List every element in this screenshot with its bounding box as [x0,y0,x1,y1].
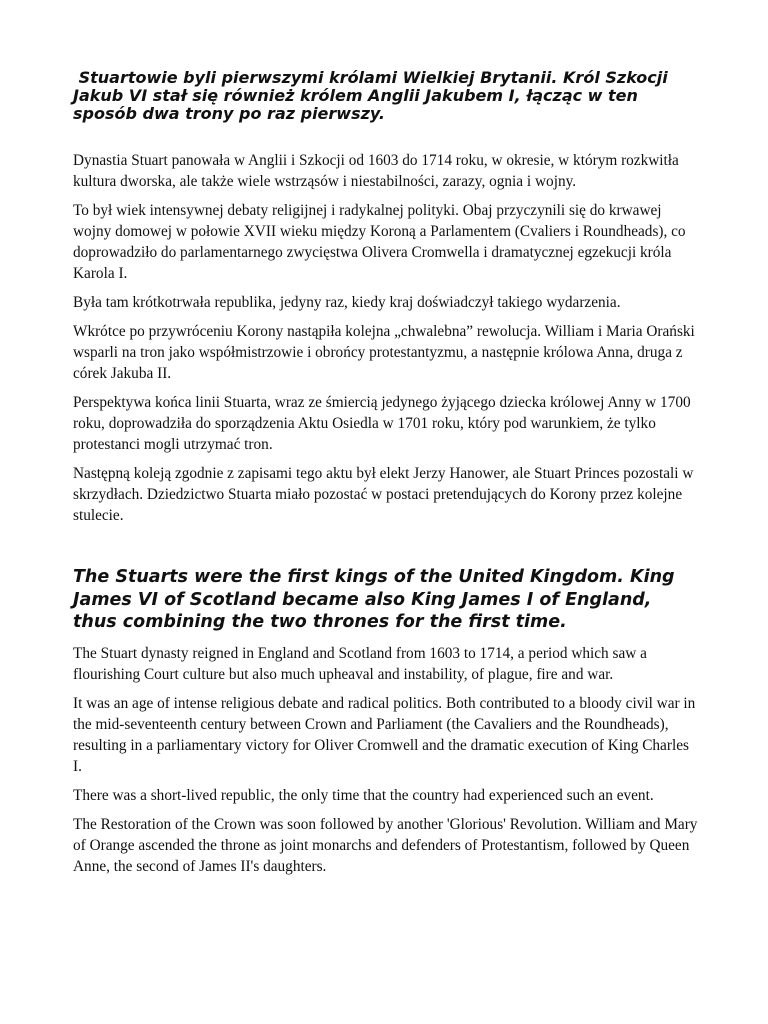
english-paragraph: There was a short-lived republic, the only time that the country had experienced such an event. [73,786,654,804]
polish-paragraph: Była tam krótkotrwała republika, jedyny raz, kiedy kraj doświadczył takiego wydarzenia. [73,294,621,311]
polish-paragraph: To był wiek intensywnej debaty religijnej i radykalnej polityki. Obaj przyczynili się do krwawej wojny domowej w połowie XVII wieku między Koroną a Parlamentem (Cvaliers i Roundheads), co doprowadziło do parlamentarnego zwycięstwa Olivera Cromwella i dramatycznej egzekucji króla Karola I. [73,202,686,282]
polish-paragraph: Dynastia Stuart panowała w Anglii i Szkocji od 1603 do 1714 roku, w okresie, w którym rozkwitła kultura dworska, ale także wiele wstrząsów i niestabilności, zarazy, ognia i wojny. [73,152,679,190]
document-page [73,0,699,885]
english-paragraph: The Stuart dynasty reigned in England and Scotland from 1603 to 1714, a period which saw a flourishing Court culture but also much upheaval and instability, of plague, fire and war. [73,644,647,683]
english-paragraph: The Restoration of the Crown was soon followed by another 'Glorious' Revolution. William and Mary of Orange ascended the throne as joint monarchs and defenders of Protestantism, followed by Queen Anne, the second of James II's daughters. [73,815,698,875]
polish-paragraph: Następną koleją zgodnie z zapisami tego aktu był elekt Jerzy Hanower, ale Stuart Princes pozostali w skrzydłach. Dziedzictwo Stuarta miało pozostać w postaci pretendujących do Korony przez kolejne stulecie. [73,465,694,524]
polish-paragraph: Perspektywa końca linii Stuarta, wraz ze śmiercią jedynego żyjącego dziecka królowej Anny w 1700 roku, doprowadziła do sporządzenia Aktu Osiedla w 1701 roku, który pod warunkiem, że tylko protestanci mogli utrzymać tron. [73,394,691,453]
polish-heading: Stuartowie byli pierwszymi królami Wielkiej Brytanii. Król Szkocji Jakub VI stał się również królem Anglii Jakubem I, łącząc w ten sposób dwa trony po raz pierwszy. [73,68,674,123]
english-heading: The Stuarts were the first kings of the United Kingdom. King James VI of Scotland became also King James I of England, thus combining the two thrones for the first time. [73,567,675,632]
polish-paragraph: Wkrótce po przywróceniu Korony nastąpiła kolejna „chwalebna” rewolucja. William i Maria Orański wsparli na tron jako współmistrzowie i obrońcy protestantyzmu, a następnie królowa Anna, druga z córek Jakuba II. [73,323,695,382]
english-paragraph: It was an age of intense religious debate and radical politics. Both contributed to a bloody civil war in the mid-seventeenth century between Crown and Parliament (the Cavaliers and the Roundheads), resulting in a parliamentary victory for Oliver Cromwell and the dramatic execution of King Charles I. [73,694,696,775]
